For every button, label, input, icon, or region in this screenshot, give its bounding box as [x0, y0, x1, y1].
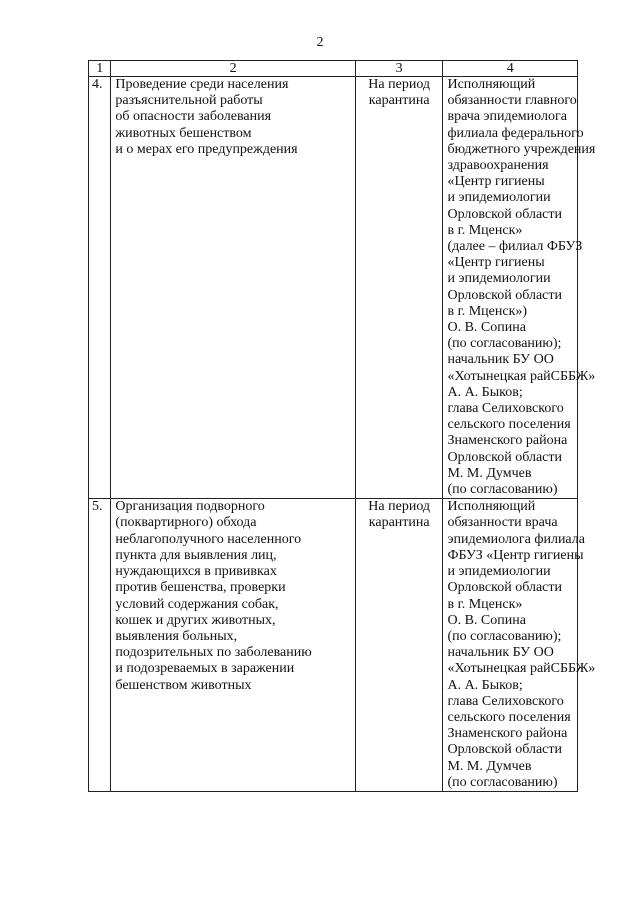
cell-text-line: эпидемиолога филиала	[447, 531, 585, 547]
cell-text-line: в г. Мценск»	[447, 222, 523, 238]
cell-text-line: «Хотынецкая райСББЖ»	[447, 661, 596, 677]
cell-text-line: и эпидемиологии	[447, 271, 551, 287]
cell-text-line: в г. Мценск»)	[447, 303, 528, 319]
period-cell	[355, 77, 443, 499]
cell-text-line: животных бешенством	[115, 125, 252, 141]
table-row	[89, 499, 578, 792]
cell-text-line: сельского поселения	[447, 417, 571, 433]
cell-text-line: Проведение среди населения	[115, 77, 289, 92]
measures-table	[88, 60, 596, 792]
cell-text-line: и эпидемиологии	[447, 564, 551, 580]
cell-text-line: пункта для выявления лиц,	[115, 547, 277, 563]
cell-text-line: глава Селиховского	[447, 401, 564, 417]
cell-text-line: и эпидемиологии	[447, 190, 551, 206]
cell-text-line: «Центр гигиены	[447, 255, 545, 271]
activity-cell	[111, 499, 356, 792]
cell-text-line: «Центр гигиены	[447, 174, 545, 190]
cell-text-line: ФБУЗ «Центр гигиены	[447, 547, 584, 563]
cell-text-line: «Хотынецкая райСББЖ»	[447, 368, 596, 384]
cell-text-line: нуждающихся в прививках	[115, 564, 277, 580]
cell-text-line: (далее – филиал ФБУЗ	[447, 239, 583, 255]
cell-text-line: кошек и других животных,	[115, 612, 276, 628]
cell-text-line: глава Селиховского	[447, 693, 564, 709]
period-cell	[355, 499, 443, 792]
cell-text-line: (по согласованию);	[447, 628, 562, 644]
cell-text-line: неблагополучного населенного	[115, 531, 302, 547]
cell-text-line: Исполняющий	[447, 499, 536, 515]
cell-text-line: О. В. Сопина	[447, 612, 526, 628]
cell-text-line: Орловской области	[447, 287, 562, 303]
cell-text-line: и о мерах его предупреждения	[115, 141, 298, 157]
cell-text-line: Исполняющий	[447, 77, 536, 92]
cell-text-line: здравоохранения	[447, 158, 549, 174]
cell-text-line: в г. Мценск»	[447, 596, 523, 612]
cell-text-line: условий содержания собак,	[115, 596, 279, 612]
cell-text-line: (по согласованию)	[447, 774, 558, 790]
cell-text-line: выявления больных,	[115, 628, 238, 644]
table-header-row	[89, 61, 578, 77]
table-row	[89, 77, 578, 499]
cell-text-line: А. А. Быков;	[447, 384, 523, 400]
cell-text-line: бешенством животных	[115, 677, 252, 693]
cell-text-line: обязанности врача	[447, 515, 558, 531]
cell-text-line: разъяснительной работы	[115, 93, 263, 109]
column-header-3: 3	[355, 61, 443, 77]
cell-text-line: подозрительных по заболеванию	[115, 645, 312, 661]
cell-text-line: На период	[368, 77, 431, 92]
cell-text-line: (по согласованию)	[447, 482, 558, 498]
cell-text-line: карантина	[368, 515, 430, 531]
cell-text-line: Орловской области	[447, 449, 562, 465]
activity-cell	[111, 77, 356, 499]
responsible-cell	[443, 499, 596, 792]
cell-text-line: Знаменского района	[447, 726, 568, 742]
cell-text-line: и подозреваемых в заражении	[115, 661, 295, 677]
cell-text-line: начальник БУ ОО	[447, 645, 554, 661]
cell-text-line: бюджетного учреждения	[447, 141, 596, 157]
column-header-4: 4	[443, 61, 578, 77]
cell-text-line: (по согласованию);	[447, 336, 562, 352]
cell-text-line: начальник БУ ОО	[447, 352, 554, 368]
cell-text-line: На период	[368, 499, 431, 515]
cell-text-line: А. А. Быков;	[447, 677, 523, 693]
column-header-1: 1	[89, 61, 111, 77]
cell-text-line: обязанности главного	[447, 93, 577, 109]
column-header-2: 2	[111, 61, 356, 77]
cell-text-line: О. В. Сопина	[447, 320, 526, 336]
row-number: 5.	[89, 499, 111, 792]
cell-text-line: филиала федерального	[447, 125, 584, 141]
cell-text-line: М. М. Думчев	[447, 465, 532, 481]
cell-text-line: сельского поселения	[447, 709, 571, 725]
responsible-cell	[443, 77, 596, 499]
row-number: 4.	[89, 77, 111, 499]
cell-text-line: Орловской области	[447, 206, 562, 222]
cell-text-line: против бешенства, проверки	[115, 580, 286, 596]
cell-text-line: Организация подворного	[115, 499, 265, 515]
cell-text-line: Орловской области	[447, 742, 562, 758]
cell-text-line: врача эпидемиолога	[447, 109, 567, 125]
cell-text-line: Орловской области	[447, 580, 562, 596]
cell-text-line: об опасности заболевания	[115, 109, 272, 125]
cell-text-line: карантина	[368, 93, 430, 109]
cell-text-line: М. М. Думчев	[447, 758, 532, 774]
page-number: 2	[316, 35, 324, 50]
cell-text-line: Знаменского района	[447, 433, 568, 449]
cell-text-line: (поквартирного) обхода	[115, 515, 257, 531]
